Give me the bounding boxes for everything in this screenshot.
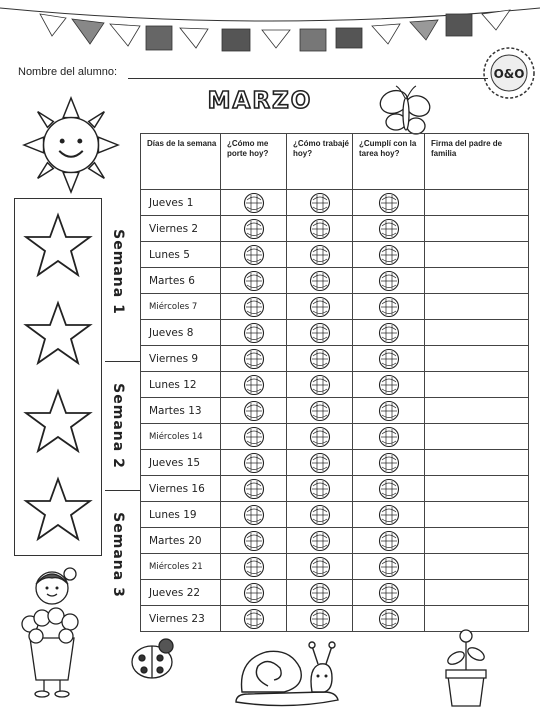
page-title: MARZO <box>207 88 313 114</box>
homework-face-cell[interactable] <box>353 606 425 632</box>
smiley-face-icon[interactable] <box>378 348 400 370</box>
week-label-text: Semana 3 <box>110 512 126 598</box>
day-cell: Viernes 9 <box>141 346 221 372</box>
day-cell: Lunes 19 <box>141 502 221 528</box>
smiley-face-icon[interactable] <box>243 452 265 474</box>
smiley-face-icon[interactable] <box>309 556 331 578</box>
behavior-face-cell[interactable] <box>221 528 287 554</box>
smiley-face-icon[interactable] <box>309 218 331 240</box>
signature-cell[interactable] <box>425 294 529 320</box>
smiley-face-icon[interactable] <box>243 556 265 578</box>
behavior-face-cell[interactable] <box>221 294 287 320</box>
stars-panel <box>14 198 102 556</box>
table-header-row <box>141 134 529 190</box>
day-cell: Jueves 8 <box>141 320 221 346</box>
star-icon <box>20 207 96 283</box>
day-cell: Jueves 1 <box>141 190 221 216</box>
table-row <box>141 398 529 424</box>
smiley-face-icon[interactable] <box>243 608 265 630</box>
behavior-face-cell[interactable] <box>221 554 287 580</box>
snail-icon <box>228 634 346 712</box>
header-days: Días de la semana <box>141 134 221 190</box>
homework-face-cell[interactable] <box>353 554 425 580</box>
behavior-face-cell[interactable] <box>221 320 287 346</box>
smiley-face-icon[interactable] <box>309 400 331 422</box>
smiley-face-icon[interactable] <box>378 400 400 422</box>
work-face-cell[interactable] <box>287 216 353 242</box>
signature-cell[interactable] <box>425 268 529 294</box>
homework-face-cell[interactable] <box>353 320 425 346</box>
smiley-face-icon[interactable] <box>243 478 265 500</box>
smiley-face-icon[interactable] <box>243 400 265 422</box>
day-cell: Miércoles 7 <box>141 294 221 320</box>
behavior-face-cell[interactable] <box>221 372 287 398</box>
day-cell: Viernes 16 <box>141 476 221 502</box>
smiley-face-icon[interactable] <box>309 452 331 474</box>
table-row <box>141 502 529 528</box>
table-row <box>141 476 529 502</box>
day-cell: Martes 13 <box>141 398 221 424</box>
table-row <box>141 320 529 346</box>
smiley-face-icon[interactable] <box>243 374 265 396</box>
homework-face-cell[interactable] <box>353 580 425 606</box>
table-row <box>141 372 529 398</box>
smiley-face-icon[interactable] <box>378 556 400 578</box>
smiley-face-icon[interactable] <box>378 504 400 526</box>
behavior-face-cell[interactable] <box>221 606 287 632</box>
header-behavior: ¿Cómo me porte hoy? <box>221 134 287 190</box>
day-cell: Martes 6 <box>141 268 221 294</box>
header-homework: ¿Cumplí con la tarea hoy? <box>353 134 425 190</box>
homework-face-cell[interactable] <box>353 216 425 242</box>
signature-cell[interactable] <box>425 398 529 424</box>
smiley-face-icon[interactable] <box>243 582 265 604</box>
behavior-face-cell[interactable] <box>221 398 287 424</box>
work-face-cell[interactable] <box>287 372 353 398</box>
work-face-cell[interactable] <box>287 268 353 294</box>
signature-cell[interactable] <box>425 320 529 346</box>
homework-face-cell[interactable] <box>353 424 425 450</box>
behavior-face-cell[interactable] <box>221 268 287 294</box>
table-row <box>141 242 529 268</box>
signature-cell[interactable] <box>425 580 529 606</box>
signature-cell[interactable] <box>425 216 529 242</box>
week-label-text: Semana 1 <box>110 229 126 315</box>
header-work: ¿Cómo trabajé hoy? <box>287 134 353 190</box>
behavior-face-cell[interactable] <box>221 190 287 216</box>
work-face-cell[interactable] <box>287 320 353 346</box>
smiley-face-icon[interactable] <box>378 582 400 604</box>
student-name-line[interactable] <box>128 78 488 79</box>
smiley-face-icon[interactable] <box>243 270 265 292</box>
work-face-cell[interactable] <box>287 346 353 372</box>
table-row <box>141 528 529 554</box>
table-row <box>141 346 529 372</box>
smiley-face-icon[interactable] <box>243 192 265 214</box>
smiley-face-icon[interactable] <box>309 296 331 318</box>
homework-face-cell[interactable] <box>353 372 425 398</box>
day-cell: Miércoles 21 <box>141 554 221 580</box>
smiley-face-icon[interactable] <box>378 244 400 266</box>
smiley-face-icon[interactable] <box>309 374 331 396</box>
week-label <box>110 183 126 361</box>
smiley-face-icon[interactable] <box>243 322 265 344</box>
smiley-face-icon[interactable] <box>309 478 331 500</box>
smiley-face-icon[interactable] <box>309 322 331 344</box>
day-cell: Miércoles 14 <box>141 424 221 450</box>
work-face-cell[interactable] <box>287 528 353 554</box>
signature-cell[interactable] <box>425 528 529 554</box>
behavior-face-cell[interactable] <box>221 216 287 242</box>
behavior-face-cell[interactable] <box>221 242 287 268</box>
ladybug-icon <box>126 634 178 682</box>
signature-cell[interactable] <box>425 424 529 450</box>
smiley-face-icon[interactable] <box>243 218 265 240</box>
smiley-face-icon[interactable] <box>243 244 265 266</box>
smiley-face-icon[interactable] <box>378 374 400 396</box>
work-face-cell[interactable] <box>287 242 353 268</box>
smiley-face-icon[interactable] <box>378 530 400 552</box>
week-label <box>110 362 126 490</box>
smiley-face-icon[interactable] <box>309 426 331 448</box>
table-row <box>141 580 529 606</box>
smiling-sun-icon <box>22 96 120 194</box>
table-row <box>141 216 529 242</box>
day-cell: Jueves 15 <box>141 450 221 476</box>
work-face-cell[interactable] <box>287 424 353 450</box>
work-face-cell[interactable] <box>287 606 353 632</box>
smiley-face-icon[interactable] <box>243 296 265 318</box>
day-cell: Lunes 5 <box>141 242 221 268</box>
smiley-face-icon[interactable] <box>378 452 400 474</box>
smiley-face-icon[interactable] <box>309 504 331 526</box>
smiley-face-icon[interactable] <box>309 192 331 214</box>
smiley-face-icon[interactable] <box>378 322 400 344</box>
smiley-face-icon[interactable] <box>309 530 331 552</box>
day-cell: Viernes 23 <box>141 606 221 632</box>
signature-cell[interactable] <box>425 554 529 580</box>
behavior-face-cell[interactable] <box>221 476 287 502</box>
behavior-table <box>140 133 529 632</box>
logo-icon <box>482 46 536 100</box>
smiley-face-icon[interactable] <box>243 348 265 370</box>
table-row <box>141 424 529 450</box>
work-face-cell[interactable] <box>287 450 353 476</box>
table-row <box>141 450 529 476</box>
week-label <box>110 491 126 619</box>
work-face-cell[interactable] <box>287 294 353 320</box>
behavior-face-cell[interactable] <box>221 450 287 476</box>
work-face-cell[interactable] <box>287 502 353 528</box>
homework-face-cell[interactable] <box>353 190 425 216</box>
signature-cell[interactable] <box>425 346 529 372</box>
table-row <box>141 190 529 216</box>
behavior-face-cell[interactable] <box>221 424 287 450</box>
smiley-face-icon[interactable] <box>243 504 265 526</box>
signature-cell[interactable] <box>425 190 529 216</box>
star-icon <box>20 383 96 459</box>
smiley-face-icon[interactable] <box>378 426 400 448</box>
work-face-cell[interactable] <box>287 398 353 424</box>
star-icon <box>20 471 96 547</box>
star-icon <box>20 295 96 371</box>
smiley-face-icon[interactable] <box>378 296 400 318</box>
day-cell: Jueves 22 <box>141 580 221 606</box>
day-cell: Martes 20 <box>141 528 221 554</box>
potted-plant-icon <box>438 626 494 708</box>
student-name-label: Nombre del alumno: <box>18 66 118 78</box>
smiley-face-icon[interactable] <box>309 582 331 604</box>
homework-face-cell[interactable] <box>353 294 425 320</box>
smiley-face-icon[interactable] <box>309 348 331 370</box>
smiley-face-icon[interactable] <box>309 244 331 266</box>
homework-face-cell[interactable] <box>353 268 425 294</box>
day-cell: Lunes 12 <box>141 372 221 398</box>
signature-cell[interactable] <box>425 242 529 268</box>
behavior-face-cell[interactable] <box>221 502 287 528</box>
homework-face-cell[interactable] <box>353 346 425 372</box>
homework-face-cell[interactable] <box>353 398 425 424</box>
header-signature: Firma del padre de familia <box>425 134 529 190</box>
homework-face-cell[interactable] <box>353 528 425 554</box>
smiley-face-icon[interactable] <box>378 478 400 500</box>
signature-cell[interactable] <box>425 502 529 528</box>
behavior-face-cell[interactable] <box>221 346 287 372</box>
smiley-face-icon[interactable] <box>378 192 400 214</box>
table-row <box>141 268 529 294</box>
table-row <box>141 294 529 320</box>
homework-face-cell[interactable] <box>353 502 425 528</box>
smiley-face-icon[interactable] <box>309 608 331 630</box>
work-face-cell[interactable] <box>287 476 353 502</box>
day-cell: Viernes 2 <box>141 216 221 242</box>
work-face-cell[interactable] <box>287 554 353 580</box>
smiley-face-icon[interactable] <box>243 426 265 448</box>
smiley-face-icon[interactable] <box>378 608 400 630</box>
work-face-cell[interactable] <box>287 190 353 216</box>
smiley-face-icon[interactable] <box>378 218 400 240</box>
behavior-face-cell[interactable] <box>221 580 287 606</box>
logo-text: O&O <box>493 67 525 81</box>
signature-cell[interactable] <box>425 450 529 476</box>
homework-face-cell[interactable] <box>353 242 425 268</box>
week-label-text: Semana 2 <box>110 383 126 469</box>
girl-with-flowers-icon <box>16 564 88 698</box>
homework-face-cell[interactable] <box>353 476 425 502</box>
smiley-face-icon[interactable] <box>243 530 265 552</box>
signature-cell[interactable] <box>425 372 529 398</box>
signature-cell[interactable] <box>425 476 529 502</box>
smiley-face-icon[interactable] <box>378 270 400 292</box>
table-row <box>141 554 529 580</box>
bunting-icon <box>0 0 540 60</box>
homework-face-cell[interactable] <box>353 450 425 476</box>
work-face-cell[interactable] <box>287 580 353 606</box>
smiley-face-icon[interactable] <box>309 270 331 292</box>
